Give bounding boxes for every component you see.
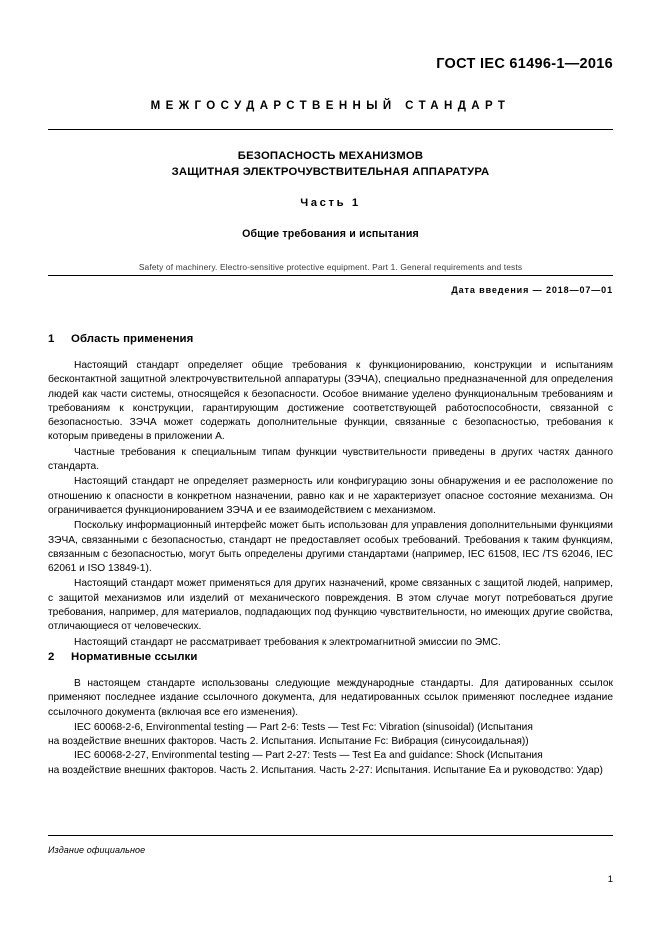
reference-item-line: IEC 60068-2-27, Environmental testing — Part 2-27: Tests — Test Ea and guidance: Shock (Испытания (74, 750, 543, 762)
standard-type-label: МЕЖГОСУДАРСТВЕННЫЙ СТАНДАРТ (150, 100, 511, 112)
section-title-1: Область применения (71, 333, 194, 345)
divider-middle (48, 275, 613, 276)
divider-top (48, 129, 613, 130)
paragraph: Частные требования к специальным типам функции чувствительности приведены в других частях данного стандарта. (48, 446, 613, 473)
paragraph: Настоящий стандарт не определяет размерность или конфигурацию зоны обнаружения и ее расположение по отношению к опасности в конкретном назначении, равно как и не характеризует опасное состояние механизма. Он ограничивается функционированием ЗЭЧА и ее взаимодействием с механизмом. (48, 476, 613, 516)
title-line-2: ЗАЩИТНАЯ ЭЛЕКТРОЧУВСТВИТЕЛЬНАЯ АППАРАТУРА (171, 166, 490, 178)
title-block (48, 148, 613, 272)
reference-item-line: на воздействие внешних факторов. Часть 2. Испытания. Часть 2-27: Испытания. Испытание Ea и руководство: Удар) (48, 764, 603, 776)
paragraph: Поскольку информационный интерфейс может быть использован для управления дополнительными функциями ЗЭЧА, связанными с безопасностью, стандарт не предоставляет особых требований. Требования к таким функциям, связанным с безопасностью, могут быть определены другими стандартами (например, IEC 61508, IEC /TS 62046, IEC 62061 и ISO 13849-1). (48, 520, 613, 575)
reference-item-line: IEC 60068-2-6, Environmental testing — Part 2-6: Tests — Test Fc: Vibration (sinusoidal) (Испытания (74, 721, 533, 733)
english-title: Safety of machinery. Electro-sensitive protective equipment. Part 1. General requirements and tests (138, 262, 523, 272)
divider-bottom (48, 835, 613, 836)
reference-item-line: на воздействие внешних факторов. Часть 2. Испытания. Испытание Fc: Вибрация (синусоидальная)) (48, 736, 529, 748)
paragraph: В настоящем стандарте использованы следующие международные стандарты. Для датированных ссылок применяют последнее издание ссылочного документа, для недатированных ссылок применяют последнее издание ссылочного документа (включая все его изменения). (48, 677, 613, 718)
subtitle: Общие требования и испытания (242, 228, 419, 240)
part-label: Часть 1 (300, 197, 361, 209)
normative-reference-list (48, 721, 613, 778)
document-number: ГОСТ IEC 61496-1—2016 (436, 56, 613, 72)
introduction-date: Дата введения — 2018—07—01 (451, 285, 613, 295)
paragraph: Настоящий стандарт может применяться для других назначений, кроме связанных с защитой людей, например, с защитой механизмов или изделий от механического повреждения. В этом случае могут потребоваться другие требования, например, для материалов, подпадающих под функцию чувствительности, но имеющих другие свойства, отличающиеся от человеческих. (48, 578, 613, 633)
title-line-1: БЕЗОПАСНОСТЬ МЕХАНИЗМОВ (237, 150, 424, 162)
section-number-2: 2 (48, 650, 55, 663)
page-number: 1 (607, 874, 613, 885)
section-heading-1 (48, 333, 613, 345)
edition-note: Издание официальное (48, 845, 146, 855)
document-body (48, 333, 613, 778)
section-title-2: Нормативные ссылки (71, 650, 198, 663)
paragraph: Настоящий стандарт не рассматривает требования к электромагнитной эмиссии по ЭМС. (74, 636, 501, 648)
section-number-1: 1 (48, 333, 55, 345)
paragraph: Настоящий стандарт определяет общие требования к функционированию, конструкции и испытаниям бесконтактной защитной электрочувствительной аппаратуры (ЗЭЧА), специально предназначенной для определения людей как части системы, относящейся к безопасности. Особое внимание уделено функциональным требованиям и требованиям к конструкции, гарантирующим достижение соответствующей работоспособности, связанной с безопасностью. ЗЭЧА может содержать дополнительные функции, связанные с безопасностью, требования к которым приведены в приложении А. (48, 360, 613, 443)
section-heading-2 (48, 651, 613, 663)
